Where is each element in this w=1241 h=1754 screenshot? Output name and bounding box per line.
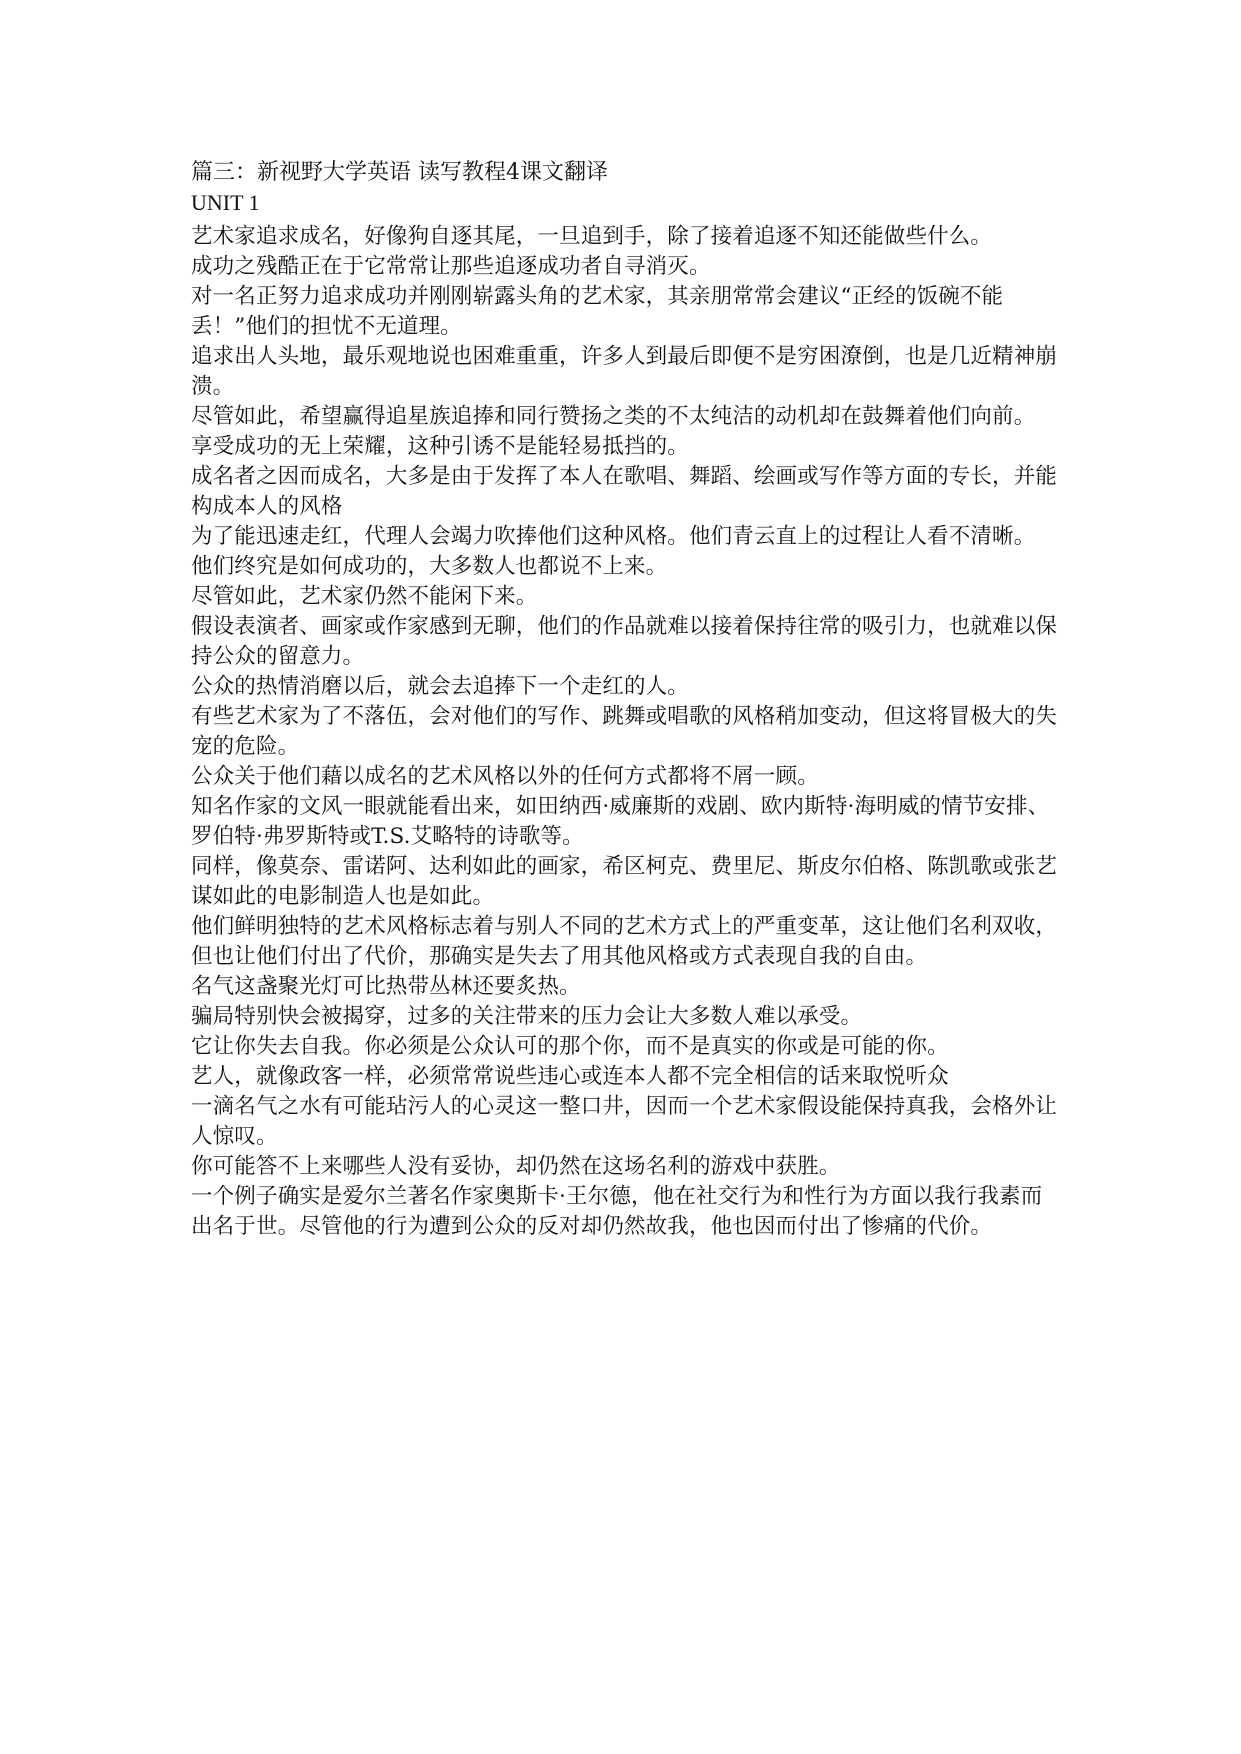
paragraph: 享受成功的无上荣耀，这种引诱不是能轻易抵挡的。 xyxy=(191,434,689,459)
paragraph: 假设表演者、画家或作家感到无聊，他们的作品就难以接着保持往常的吸引力，也就难以保持公众的留意力。 xyxy=(191,614,1058,669)
paragraph: 艺人，就像政客一样，必须常常说些违心或连本人都不完全相信的话来取悦听众 xyxy=(191,1064,949,1089)
paragraph: 骗局特别快会被揭穿，过多的关注带来的压力会让大多数人难以承受。 xyxy=(191,1004,863,1029)
paragraph: 同样，像莫奈、雷诺阿、达利如此的画家，希区柯克、费里尼、斯皮尔伯格、陈凯歌或张艺谋如此的电影制造人也是如此。 xyxy=(191,854,1058,909)
paragraph: 艺术家追求成名，好像狗自逐其尾，一旦追到手，除了接着追逐不知还能做些什么。 xyxy=(191,224,993,249)
paragraph: 对一名正努力追求成功并刚刚崭露头角的艺术家，其亲朋常常会建议“正经的饭碗不能丢！”他们的担忧不无道理。 xyxy=(191,284,1004,339)
paragraph: 你可能答不上来哪些人没有妥协，却仍然在这场名利的游戏中获胜。 xyxy=(191,1154,841,1179)
paragraph: 他们终究是如何成功的，大多数人也都说不上来。 xyxy=(191,554,668,579)
paragraph: 知名作家的文风一眼就能看出来，如田纳西·威廉斯的戏剧、欧内斯特·海明威的情节安排、罗伯特·弗罗斯特或T.S.艾略特的诗歌等。 xyxy=(191,794,1050,849)
paragraph: 有些艺术家为了不落伍，会对他们的写作、跳舞或唱歌的风格稍加变动，但这将冒极大的失宠的危险。 xyxy=(191,704,1058,759)
document-heading: 篇三：新视野大学英语 读写教程4课文翻译 xyxy=(191,160,608,185)
paragraph: 它让你失去自我。你必须是公众认可的那个你，而不是真实的你或是可能的你。 xyxy=(191,1034,949,1059)
paragraph: 成功之残酷正在于它常常让那些追逐成功者自寻消灭。 xyxy=(191,254,711,279)
paragraph: 尽管如此，希望赢得追星族追捧和同行赞扬之类的不太纯洁的动机却在鼓舞着他们向前。 xyxy=(191,404,1036,429)
paragraph: 一个例子确实是爱尔兰著名作家奥斯卡·王尔德，他在社交行为和性行为方面以我行我素而出名于世。尽管他的行为遭到公众的反对却仍然故我，他也因而付出了惨痛的代价。 xyxy=(191,1184,1043,1239)
paragraph: 成名者之因而成名，大多是由于发挥了本人在歌唱、舞蹈、绘画或写作等方面的专长，并能构成本人的风格 xyxy=(191,464,1058,519)
unit-title: UNIT 1 xyxy=(191,190,260,215)
paragraph: 追求出人头地，最乐观地说也困难重重，许多人到最后即便不是穷困潦倒，也是几近精神崩溃。 xyxy=(191,344,1058,399)
paragraph: 尽管如此，艺术家仍然不能闲下来。 xyxy=(191,584,538,609)
paragraph: 一滴名气之水有可能玷污人的心灵这一整口井，因而一个艺术家假设能保持真我，会格外让人惊叹。 xyxy=(191,1094,1058,1149)
paragraph: 公众关于他们藉以成名的艺术风格以外的任何方式都将不屑一顾。 xyxy=(191,764,819,789)
paragraph: 但也让他们付出了代价，那确实是失去了用其他风格或方式表现自我的自由。 xyxy=(191,944,928,969)
paragraph: 名气这盏聚光灯可比热带丛林还要炙热。 xyxy=(191,974,581,999)
paragraph: 公众的热情消磨以后，就会去追捧下一个走红的人。 xyxy=(191,674,689,699)
paragraph: 他们鲜明独特的艺术风格标志着与别人不同的艺术方式上的严重变革，这让他们名利双收， xyxy=(191,914,1058,939)
paragraph-list xyxy=(191,222,1059,1242)
document-body xyxy=(191,158,1059,1242)
paragraph: 为了能迅速走红，代理人会竭力吹捧他们这种风格。他们青云直上的过程让人看不清晰。 xyxy=(191,524,1036,549)
